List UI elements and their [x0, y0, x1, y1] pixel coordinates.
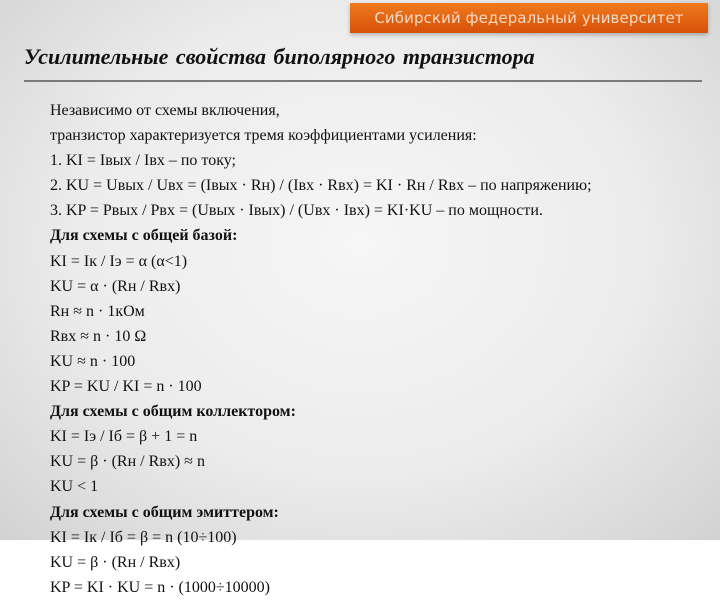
body-line: KI = Iэ / Iб = β + 1 = n [50, 428, 198, 446]
section-heading: Для схемы с общим коллектором: [50, 403, 296, 421]
body-line: KU = α · (Rн / Rвх) [50, 277, 181, 295]
section-heading: Для схемы с общей базой: [50, 227, 238, 245]
body-line: транзистор характеризуется тремя коэффициентами усиления: [50, 127, 477, 145]
body-line: KU = β · (Rн / Rвх) [50, 553, 181, 571]
body-line: 3. KP = Pвых / Pвх = (Uвых · Iвых) / (Uвх · Iвх) = KI·KU – по мощности. [50, 202, 543, 220]
body-line: 2. KU = Uвых / Uвх = (Iвых · Rн) / (Iвх · Rвх) = KI · Rн / Rвх – по напряжению; [50, 177, 592, 195]
body-line: KU < 1 [50, 478, 99, 496]
slide-title: Усилительные свойства биполярного транзистора [24, 44, 535, 69]
body-line: KU ≈ n · 100 [50, 352, 136, 370]
body-line: KP = KI · KU = n · (1000÷10000) [50, 578, 270, 596]
body-line: KP = KU / KI = n · 100 [50, 378, 202, 396]
body-line: KU = β · (Rн / Rвх) ≈ n [50, 453, 205, 471]
university-name: Сибирский федеральный университет [374, 9, 684, 27]
body-line: Независимо от схемы включения, [50, 102, 280, 119]
body-line: 1. KI = Iвых / Iвх – по току; [50, 152, 236, 170]
section-heading: Для схемы с общим эмиттером: [50, 503, 279, 521]
body-line: KI = Iк / Iэ = α (α<1) [50, 252, 188, 270]
body-line: Rн ≈ n · 1кОм [50, 302, 145, 320]
body-line: KI = Iк / Iб = β = n (10÷100) [50, 528, 237, 546]
title-divider [24, 80, 702, 82]
university-banner [350, 3, 708, 33]
slide-body [50, 98, 710, 600]
body-line: Rвх ≈ n · 10 Ω [50, 327, 147, 345]
